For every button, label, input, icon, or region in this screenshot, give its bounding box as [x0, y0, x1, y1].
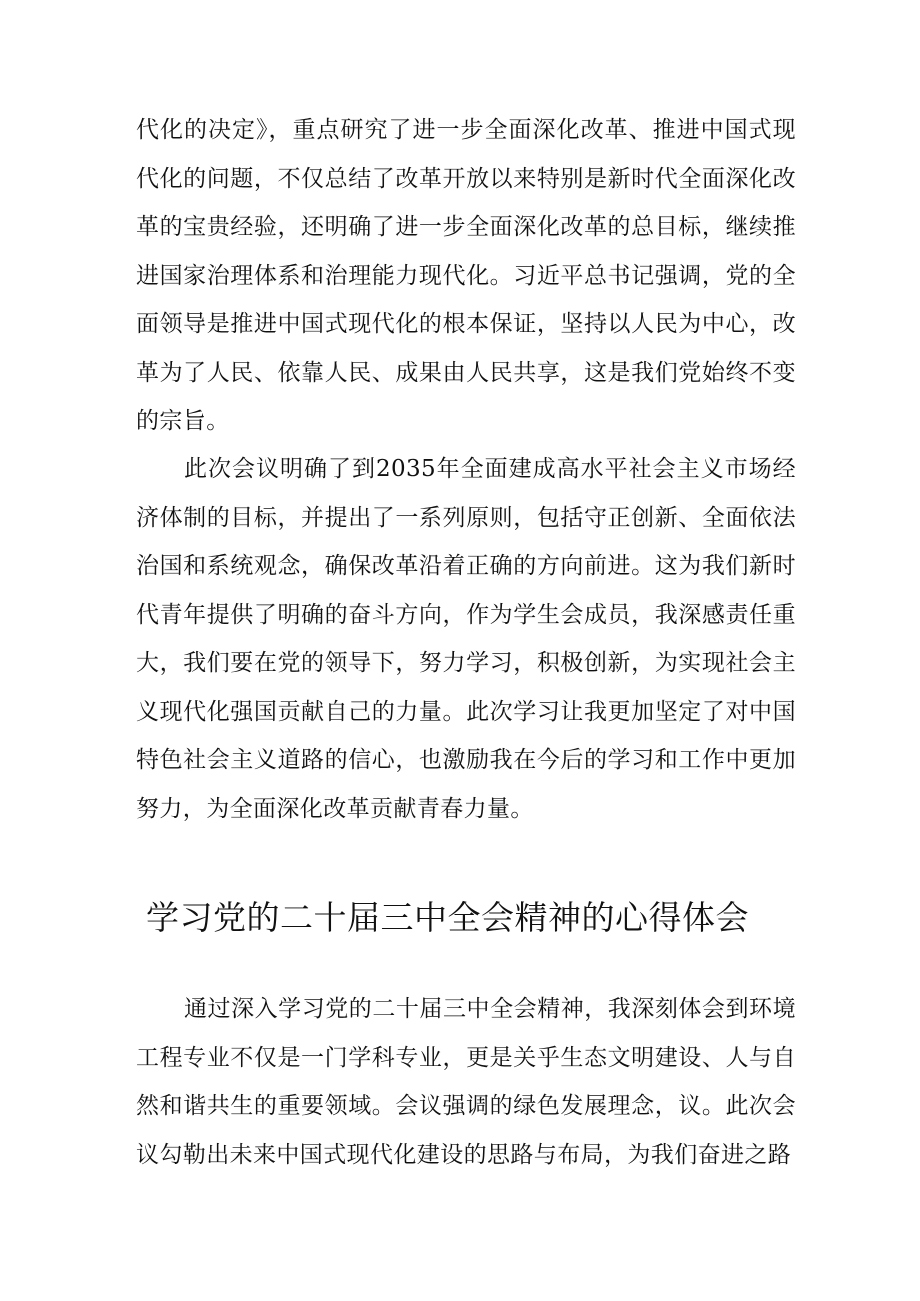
- body-paragraph: 此次会议明确了到2035年全面建成高水平社会主义市场经济体制的目标，并提出了一系列原则，包括守正创新、全面依法治国和系统观念，确保改革沿着正确的方向前进。这为我们新时代青年提供了明确的奋斗方向，作为学生会成员，我深感责任重大，我们要在党的领导下，努力学习，积极创新，为实现社会主义现代化强国贡献自己的力量。此次学习让我更加坚定了对中国特色社会主义道路的信心，也激励我在今后的学习和工作中更加努力，为全面深化改革贡献青春力量。: [136, 456, 796, 822]
- section-title: 学习党的二十届三中全会精神的心得体会: [146, 898, 749, 937]
- body-paragraph: 代化的决定》，重点研究了进一步全面深化改革、推进中国式现代化的问题，不仅总结了改革开放以来特别是新时代全面深化改革的宝贵经验，还明确了进一步全面深化改革的总目标，继续推进国家治理体系和治理能力现代化。习近平总书记强调，党的全面领导是推进中国式现代化的根本保证，坚持以人民为中心，改革为了人民、依靠人民、成果由人民共享，这是我们党始终不变的宗旨。: [136, 117, 796, 434]
- body-paragraph: 通过深入学习党的二十届三中全会精神，我深刻体会到环境工程专业不仅是一门学科专业，更是关乎生态文明建设、人与自然和谐共生的重要领域。会议强调的绿色发展理念，议。此次会议勾勒出未来中国式现代化建设的思路与布局，为我们奋进之路: [136, 996, 796, 1168]
